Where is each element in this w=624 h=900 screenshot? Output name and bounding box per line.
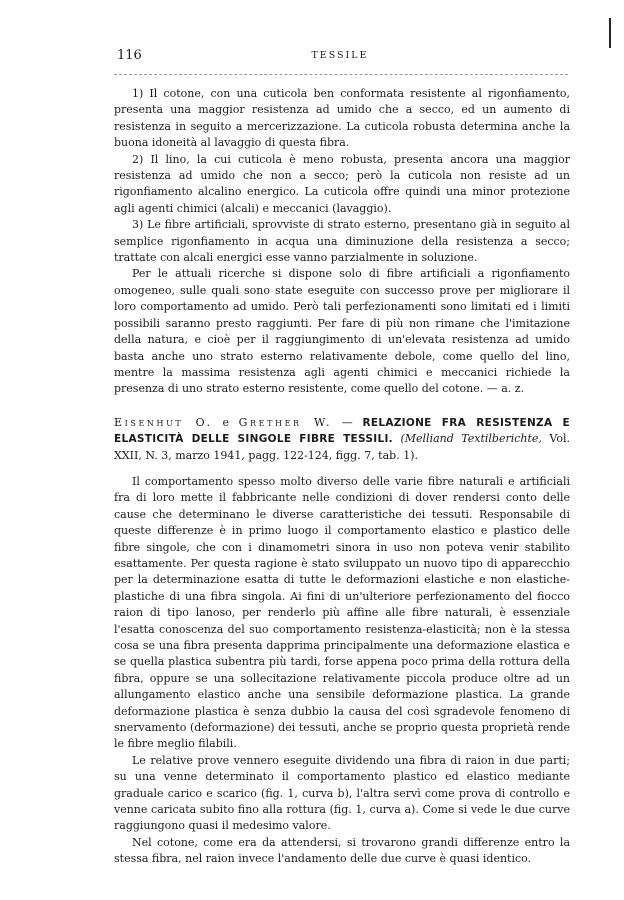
page-body xyxy=(114,86,570,868)
page-number: 116 xyxy=(117,48,142,63)
page-header xyxy=(112,48,568,68)
bibliographic-entry xyxy=(114,415,570,464)
paragraph-cotone-raion: Nel cotone, come era da attendersi, si trovarono grandi differenze entro la stessa fibra, nel raion invece l'andamento delle due curve è quasi identico. xyxy=(114,835,570,866)
entry-dash: — xyxy=(341,415,353,429)
entry-title: RELAZIONE FRA RESISTENZA E ELASTICITÀ DELLE SINGOLE FIBRE TESSILI. xyxy=(114,416,571,446)
header-rule xyxy=(114,74,568,75)
author-1: Eisenhut O. xyxy=(114,415,213,429)
page-edge-mark xyxy=(609,18,611,48)
entry-source: (Melliand Textilberichte, xyxy=(400,432,542,446)
running-title: TESSILE xyxy=(311,50,369,61)
paragraph-comportamento: Il comportamento spesso molto diverso delle varie fibre naturali e artificiali fra di loro mette il fabbricante nelle condizioni di dover rendersi conto delle cause che determinano le diverse caratteristiche dei tessuti. Responsabile di queste differenze è in primo luogo il comportamento elastico e plastico delle fibre singole, che con i dinamometri sinora in uso non poteva venir stabilito esattamente. Per questa ragione è stato sviluppato un nuovo tipo di apparecchio per la determinazione esatta di tutte le deformazioni elastiche e non elastiche-plastiche di una fibra singola. Ai fini di un'ulteriore perfezionamento del fiocco raion di tipo lanoso, per renderlo più affine alle fibre naturali, è essenziale l'esatta conoscenza del suo comportamento resistenza-elasticità; non è la stessa cosa se una fibra presenta dapprima principalmente una deformazione elastica e se quella plastica subentra più tardi, forse appena poco prima della rottura della fibra, oppure se una sollecitazione relativamente piccola produce oltre ad un allungamento elastico anche una sensibile deformazione plastica. La grande deformazione plastica è senza dubbio la causa del così sgradevole fenomeno di snervamento (deformazione) dei tessuti, anche se proprio questa proprietà rende le fibre meglio filabili. xyxy=(114,474,570,751)
author-conjunction: e xyxy=(222,415,229,429)
paragraph-ricerche: Per le attuali ricerche si dispone solo di fibre artificiali a rigonfiamento omogeneo, sulle quali sono state eseguite con successo prove per migliorare il loro comportamento ad umido. Però tali perfezionamenti sono limitati ed i limiti possibili saranno presto raggiunti. Per fare di più non rimane che l'imitazione della natura, e cioè per il raggiungimento di un'elevata resistenza ad umido basta anche uno strato esterno relativamente debole, come quello del lino, mentre la massima resistenza agli agenti chimici e meccanici richiede la presenza di uno strato esterno resistente, come quello del cotone. — a. z. xyxy=(114,267,570,396)
paragraph-lino: 2) Il lino, la cui cuticola è meno robusta, presenta ancora una maggior resistenza ad umido che non a secco; però la cuticola non resiste ad un rigonfiamento alcalino energico. La cuticola offre quindi una minor protezione agli agenti chimici (alcali) e meccanici (lavaggio). xyxy=(114,152,570,215)
paragraph-fibre-artificiali: 3) Le fibre artificiali, sprovviste di strato esterno, presentano già in seguito al semplice rigonfiamento in acqua una diminuzione della resistenza a secco; trattate con alcali energici esse vanno parzialmente in soluzione. xyxy=(114,218,570,265)
paragraph-cotone: 1) Il cotone, con una cuticola ben conformata resistente al rigonfiamento, presenta una maggior resistenza ad umido che a secco, ed un aumento di resistenza in seguito a mercerizzazione. La cuticola robusta determina anche la buona idoneità al lavaggio di questa fibra. xyxy=(114,87,570,150)
paragraph-prove: Le relative prove vennero eseguite dividendo una fibra di raion in due parti; su una venne determinato il comportamento plastico ed elastico mediante graduale carico e scarico (fig. 1, curva b), l'altra servì come prova di controllo e venne caricata subito fino alla rottura (fig. 1, curva a). Come si vede le due curve raggiungono quasi il medesimo valore. xyxy=(114,753,570,833)
author-2: Grether W. xyxy=(238,415,333,429)
entry-details: Vol. XXII, N. 3, marzo 1941, pagg. 122-124, figg. 7, tab. 1). xyxy=(114,432,570,462)
